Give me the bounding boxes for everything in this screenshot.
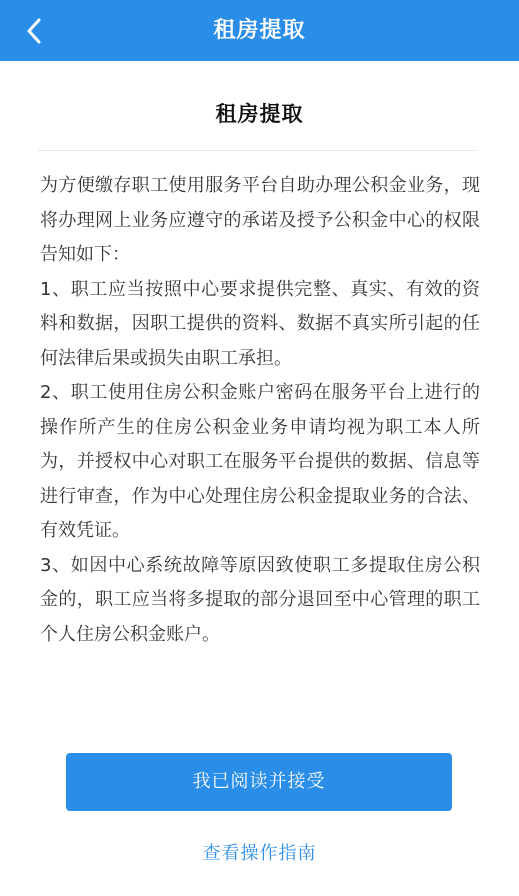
agreement-clause-2: 2、职工使用住房公积金账户密码在服务平台上进行的操作所产生的住房公积金业务申请均视为职工本人所为，并授权中心对职工在服务平台提供的数据、信息等进行审查，作为中心处理住房公积金提取业务的合法、有效凭证。 [40,382,480,541]
page-title: 租房提取 [213,18,306,43]
document-title: 租房提取 [215,102,304,126]
agreement-text [40,169,480,652]
divider [38,150,476,151]
operation-guide-link[interactable]: 查看操作指南 [202,843,317,864]
accept-button[interactable]: 我已阅读并接受 [66,753,452,811]
top-nav-bar [0,0,519,61]
agreement-clause-3: 3、如因中心系统故障等原因致使职工多提取住房公积金的，职工应当将多提取的部分退回至中心管理的职工个人住房公积金账户。 [40,554,480,645]
agreement-intro: 为方便缴存职工使用服务平台自助办理公积金业务，现将办理网上业务应遵守的承诺及授予公积金中心的权限告知如下： [40,175,480,265]
agreement-clause-1: 1、职工应当按照中心要求提供完整、真实、有效的资料和数据，因职工提供的资料、数据不真实所引起的任何法律后果或损失由职工承担。 [40,278,480,369]
